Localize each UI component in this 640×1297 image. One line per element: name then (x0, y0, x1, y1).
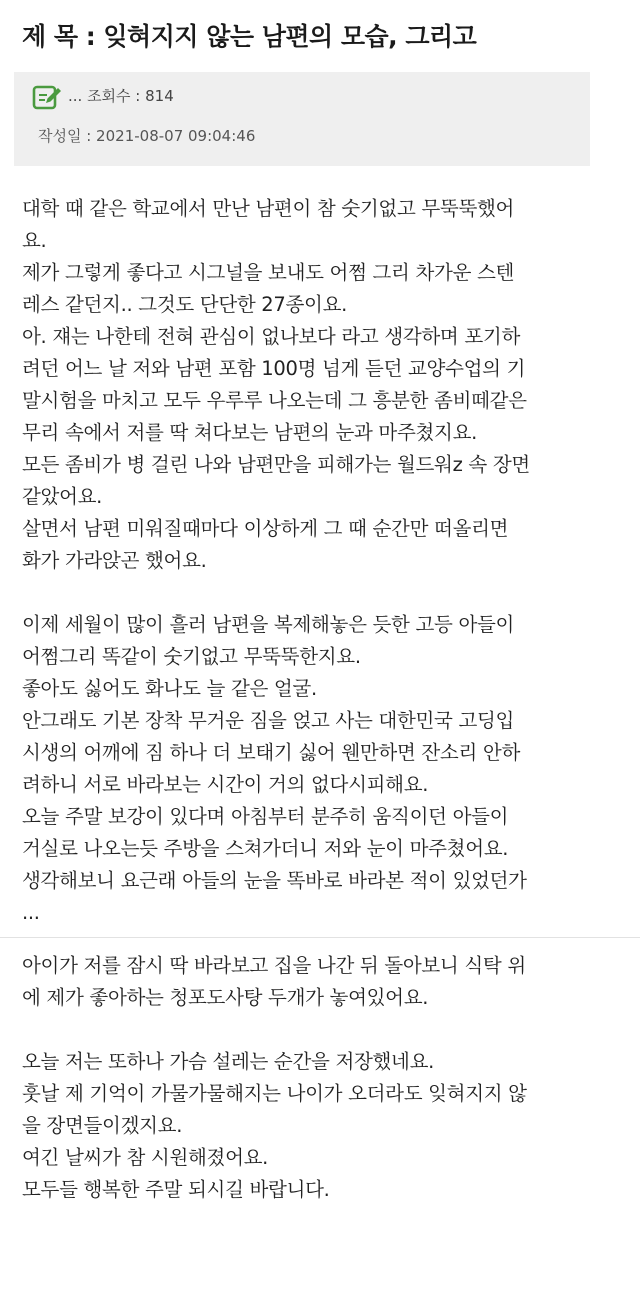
paragraph-3 (22, 950, 622, 1014)
body-line: 모든 좀비가 병 걸린 나와 남편만을 피해가는 월드워z 속 장면 (22, 453, 530, 476)
body-line: 오늘 주말 보강이 있다며 아침부터 분주히 움직이던 아들이 (22, 805, 509, 828)
post-date: 작성일 : 2021-08-07 09:04:46 (38, 127, 256, 145)
body-line: 살면서 남편 미워질때마다 이상하게 그 때 순간만 떠올리면 (22, 517, 509, 540)
edit-note-icon (32, 82, 64, 112)
body-line: 려던 어느 날 저와 남편 포함 100명 넘게 듣던 교양수업의 기 (22, 357, 526, 380)
divider (0, 937, 640, 938)
body-line: 모두들 행복한 주말 되시길 바랍니다. (22, 1178, 330, 1201)
paragraph-4 (22, 1046, 622, 1206)
body-line: 요. (22, 229, 47, 252)
body-line: 레스 같던지.. 그것도 단단한 27종이요. (22, 293, 348, 316)
body-line: 려하니 서로 바라보는 시간이 거의 없다시피해요. (22, 773, 429, 796)
body-line: 화가 가라앉곤 했어요. (22, 549, 207, 572)
blank-line (22, 577, 622, 609)
body-line: 거실로 나오는듯 주방을 스쳐가더니 저와 눈이 마주쳤어요. (22, 837, 509, 860)
body-line: 좋아도 싫어도 화나도 늘 같은 얼굴. (22, 677, 317, 700)
body-line: 아이가 저를 잠시 딱 바라보고 집을 나간 뒤 돌아보니 식탁 위 (22, 954, 526, 977)
post-meta-box (14, 72, 590, 166)
body-line: 생각해보니 요근래 아들의 눈을 똑바로 바라본 적이 있었던가 (22, 869, 527, 892)
body-line: 아. 쟤는 나한테 전혀 관심이 없나보다 라고 생각하며 포기하 (22, 325, 520, 348)
body-line: 대학 때 같은 학교에서 만난 남편이 참 숫기없고 무뚝뚝했어 (22, 197, 515, 220)
body-line: 훗날 제 기억이 가물가물해지는 나이가 오더라도 잊혀지지 않 (22, 1082, 527, 1105)
body-line: 제가 그렇게 좋다고 시그널을 보내도 어쩜 그리 차가운 스텐 (22, 261, 515, 284)
body-line: 을 장면들이겠지요. (22, 1114, 183, 1137)
paragraph-2 (22, 609, 622, 929)
body-line: 어쩜그리 똑같이 숫기없고 무뚝뚝한지요. (22, 645, 361, 668)
body-line: 에 제가 좋아하는 청포도사탕 두개가 놓여있어요. (22, 986, 429, 1009)
body-line: 이제 세월이 많이 흘러 남편을 복제해놓은 듯한 고등 아들이 (22, 613, 515, 636)
body-line: 여긴 날씨가 참 시원해졌어요. (22, 1146, 269, 1169)
post-title: 제 목 : 잊혀지지 않는 남편의 모습, 그리고 (22, 22, 477, 51)
paragraph-1 (22, 193, 622, 577)
body-line: 안그래도 기본 장착 무거운 짐을 얹고 사는 대한민국 고딩입 (22, 709, 515, 732)
body-line: 무리 속에서 저를 딱 쳐다보는 남편의 눈과 마주쳤지요. (22, 421, 478, 444)
blank-line (22, 1014, 622, 1046)
body-line: 말시험을 마치고 모두 우루루 나오는데 그 흥분한 좀비떼같은 (22, 389, 527, 412)
body-line: ... (22, 901, 40, 924)
body-line: 같았어요. (22, 485, 103, 508)
post-body (22, 193, 622, 1206)
body-line: 시생의 어깨에 짐 하나 더 보태기 싫어 웬만하면 잔소리 안하 (22, 741, 520, 764)
view-count: ... 조회수 : 814 (68, 87, 174, 105)
body-line: 오늘 저는 또하나 가슴 설레는 순간을 저장했네요. (22, 1050, 435, 1073)
